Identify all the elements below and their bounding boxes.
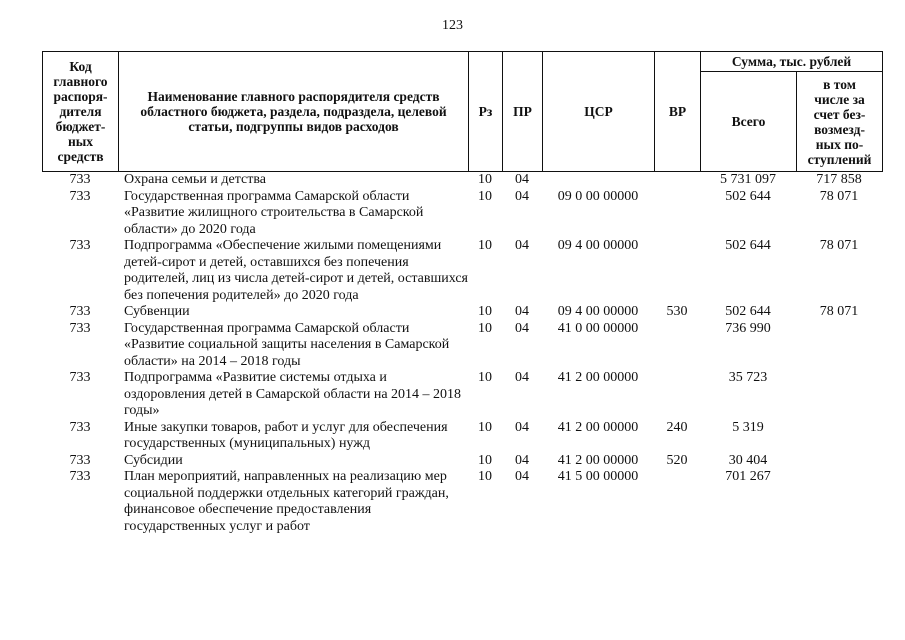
table-row [42, 304, 882, 321]
cell-csr: 09 4 00 00000 [557, 238, 639, 253]
cell-csr: 41 0 00 00000 [557, 320, 639, 336]
cell-code: 733 [69, 188, 91, 204]
cell-code: 733 [69, 172, 91, 187]
cell-code: 733 [69, 304, 91, 319]
table-row [42, 238, 882, 304]
cell-rz: 10 [478, 320, 492, 336]
cell-csr: 41 2 00 00000 [557, 452, 639, 468]
cell-total: 701 267 [725, 469, 771, 484]
cell-rz: 10 [478, 172, 492, 187]
header-name: Наименование главного распорядителя средств областного бюджета, раздела, подраздела, целевой статьи, подгруппы видов расходов [119, 52, 469, 172]
cell-incl [796, 420, 882, 453]
cell-incl: 78 071 [819, 238, 859, 253]
cell-name: Подпрограмма «Развитие системы отдыха и оздоровления детей в Самарской области на 2014 – 2018 годы» [124, 370, 462, 418]
cell-code: 733 [69, 419, 91, 435]
cell-name: Государственная программа Самарской области «Развитие жилищного строительства в Самарской области» до 2020 года [124, 188, 424, 237]
table-body [42, 172, 882, 535]
cell-csr: 41 5 00 00000 [557, 469, 639, 484]
cell-rz: 10 [478, 370, 492, 385]
cell-total: 35 723 [728, 370, 768, 385]
header-code: Код главного распоря-дителя бюджет-ных средств [43, 52, 119, 172]
cell-pr: 04 [515, 320, 529, 336]
cell-rz: 10 [478, 469, 492, 484]
cell-pr: 04 [515, 304, 529, 319]
cell-incl: 78 071 [819, 188, 859, 204]
cell-code: 733 [69, 238, 91, 253]
cell-name: Подпрограмма «Обеспечение жилыми помещениями детей-сирот и детей, оставшихся без попечения родителей, лиц из числа детей-сирот и детей, оставшихся без попечения родителей» до 2020 года [124, 238, 468, 303]
cell-rz: 10 [478, 238, 492, 253]
cell-total: 502 644 [725, 188, 771, 204]
table-row [42, 420, 882, 453]
cell-vr [654, 321, 700, 371]
cell-pr: 04 [515, 452, 529, 468]
cell-csr: 41 2 00 00000 [557, 370, 639, 385]
header-csr: ЦСР [543, 52, 655, 172]
table-row [42, 453, 882, 470]
table-row [42, 469, 882, 535]
cell-vr: 530 [666, 304, 688, 319]
cell-vr [654, 370, 700, 420]
cell-rz: 10 [478, 419, 492, 435]
cell-csr: 09 0 00 00000 [557, 188, 639, 204]
table-row [42, 370, 882, 420]
cell-csr: 41 2 00 00000 [557, 419, 639, 435]
cell-total: 5 731 097 [720, 172, 776, 187]
cell-total: 30 404 [728, 452, 768, 468]
cell-vr: 240 [666, 419, 688, 435]
cell-vr [654, 469, 700, 535]
cell-name: Субвенции [124, 304, 190, 319]
cell-code: 733 [69, 469, 91, 484]
cell-name: Государственная программа Самарской области «Развитие социальной защиты населения в Самарской области» на 2014 – 2018 годы [124, 320, 450, 369]
header-rz: Рз [469, 52, 503, 172]
cell-code: 733 [69, 370, 91, 385]
cell-incl [796, 469, 882, 535]
cell-vr: 520 [666, 452, 688, 468]
cell-code: 733 [69, 452, 91, 468]
cell-incl: 78 071 [819, 304, 859, 319]
table-row [42, 321, 882, 371]
header-incl: в том числе за счет без-возмезд-ных по-ступлений [797, 72, 883, 172]
cell-name: План мероприятий, направленных на реализацию мер социальной поддержки отдельных категорий граждан, финансовое обеспечение предоставления государственных услуг и работ [124, 469, 449, 534]
page-number: 123 [442, 18, 463, 33]
cell-pr: 04 [515, 238, 529, 253]
cell-pr: 04 [515, 188, 529, 204]
table-header [42, 51, 883, 172]
cell-vr [654, 189, 700, 239]
cell-name: Субсидии [124, 452, 183, 468]
cell-name: Охрана семьи и детства [124, 172, 266, 187]
cell-pr: 04 [515, 370, 529, 385]
cell-incl [796, 321, 882, 371]
cell-total: 502 644 [725, 238, 771, 253]
cell-code: 733 [69, 320, 91, 336]
cell-pr: 04 [515, 419, 529, 435]
cell-rz: 10 [478, 452, 492, 468]
cell-name: Иные закупки товаров, работ и услуг для обеспечения государственных (муниципальных) нужд [124, 419, 448, 451]
cell-pr: 04 [515, 469, 529, 484]
cell-total: 736 990 [725, 320, 771, 336]
header-vr: ВР [655, 52, 701, 172]
cell-incl [796, 370, 882, 420]
header-pr: ПР [503, 52, 543, 172]
cell-incl [796, 453, 882, 470]
cell-csr: 09 4 00 00000 [557, 304, 639, 319]
table-row [42, 172, 882, 189]
cell-incl: 717 858 [816, 172, 862, 187]
cell-vr [654, 238, 700, 304]
header-sum: Сумма, тыс. рублей [701, 52, 883, 72]
table-row [42, 189, 882, 239]
cell-total: 5 319 [732, 419, 764, 435]
cell-total: 502 644 [725, 304, 771, 319]
cell-vr [654, 172, 700, 189]
cell-csr [542, 172, 654, 189]
cell-rz: 10 [478, 188, 492, 204]
header-total: Всего [701, 72, 797, 172]
cell-pr: 04 [515, 172, 529, 187]
cell-rz: 10 [478, 304, 492, 319]
